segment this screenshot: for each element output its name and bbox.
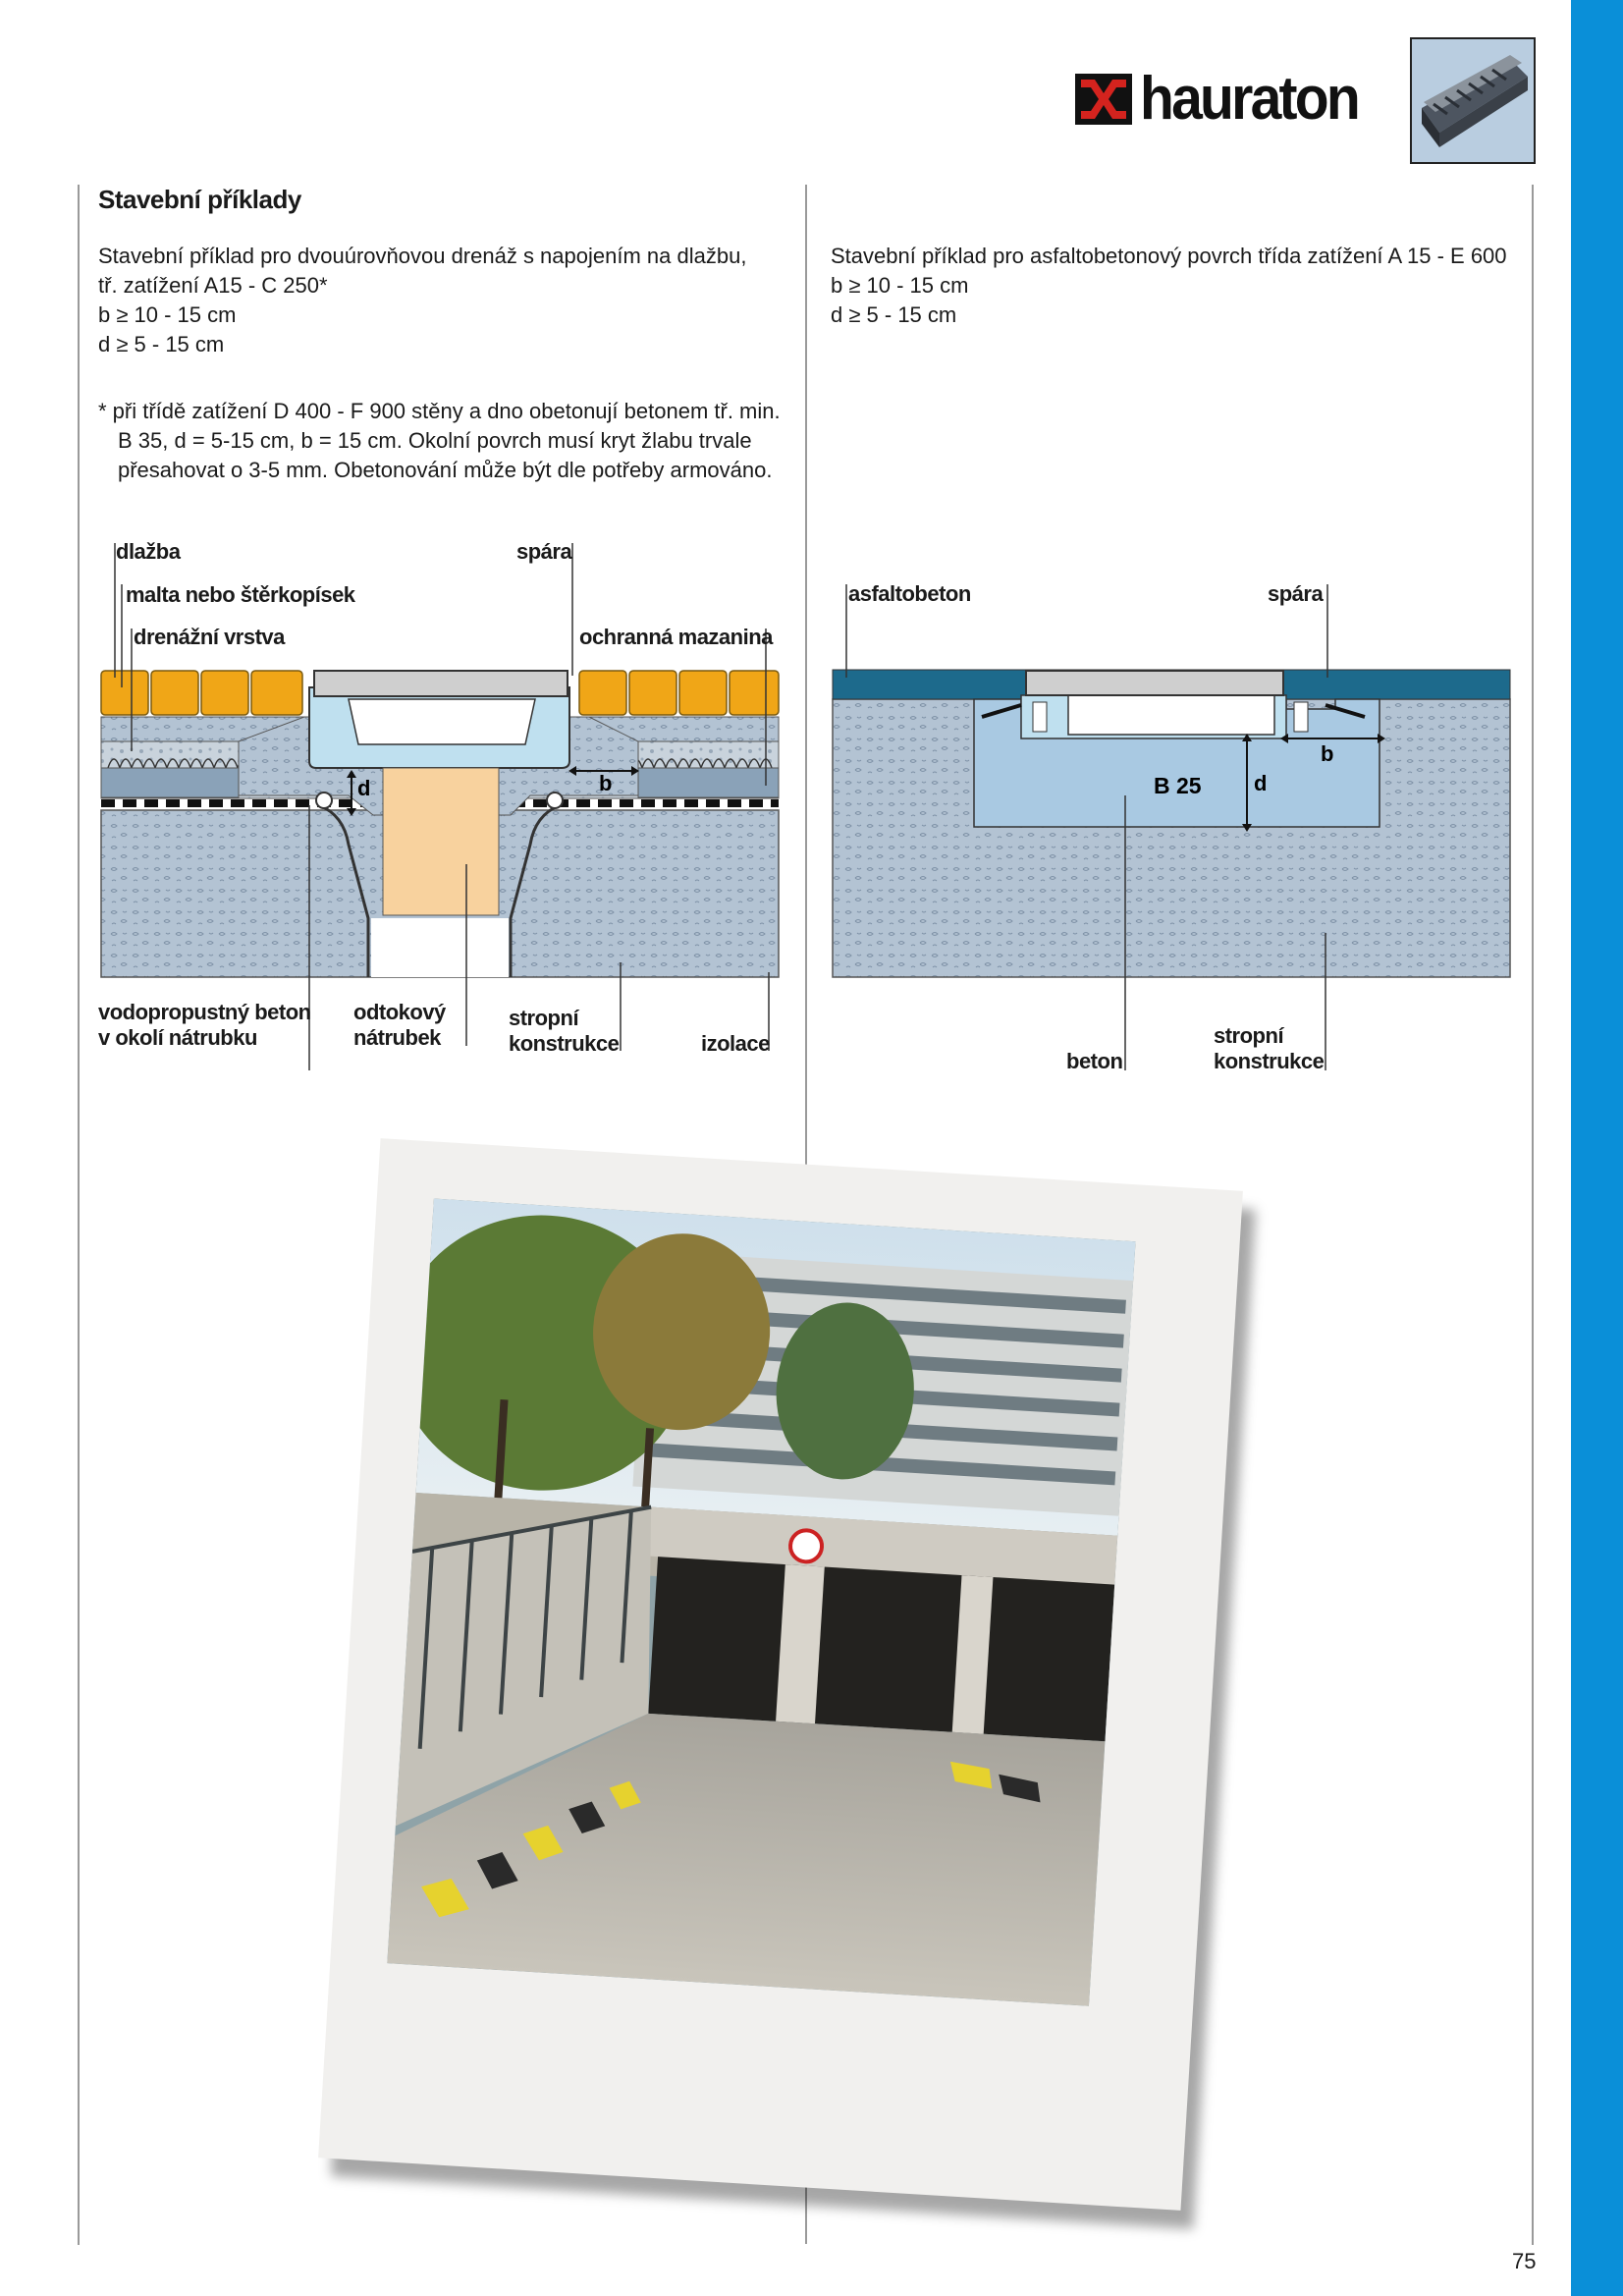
- label-beton: beton: [1066, 1049, 1123, 1073]
- left-intro-text: [98, 242, 746, 359]
- label-ochranna-mazanina: ochranná mazanina: [579, 625, 773, 649]
- channel-grating-right: [1026, 671, 1283, 695]
- label-dlazba: dlažba: [116, 539, 181, 564]
- label-vodopropustny-beton: [98, 1000, 311, 1051]
- left-intro-line: Stavební příklad pro dvouúrovňovou drenáž s napojením na dlažbu,: [98, 244, 747, 268]
- label-asfaltobeton: asfaltobeton: [848, 581, 971, 606]
- footnote-line: B 35, d = 5-15 cm, b = 15 cm. Okolní povrch musí kryt žlabu trvale: [118, 428, 752, 453]
- label-line: stropní: [509, 1006, 579, 1030]
- page-number: 75: [1512, 2249, 1537, 2273]
- label-line: odtokový: [353, 1000, 446, 1024]
- b-label: b: [599, 771, 613, 795]
- outlet-socket: [383, 768, 499, 915]
- hauraton-logo: [1075, 65, 1387, 133]
- underground-garage-photo: [387, 1199, 1135, 2006]
- protective-screed-right: [638, 768, 779, 797]
- label-spara-right: spára: [1268, 581, 1324, 606]
- label-line: v okolí nátrubku: [98, 1025, 257, 1050]
- left-intro-line: tř. zatížení A15 - C 250*: [98, 273, 328, 298]
- right-intro-line: b ≥ 10 - 15 cm: [831, 273, 969, 298]
- garage-entrance-illustration: [387, 1199, 1135, 2006]
- label-stropni-konstrukce-left: [509, 1006, 619, 1057]
- middle-column-rule-top: [805, 185, 807, 1181]
- right-intro-text: [831, 242, 1507, 330]
- asphalt-surface-diagram: [825, 570, 1532, 1080]
- label-line: stropní: [1214, 1023, 1284, 1048]
- protective-screed-left: [101, 768, 239, 797]
- b25-label: B 25: [1154, 773, 1202, 798]
- right-intro-line: Stavební příklad pro asfaltobetonový povrch třída zatížení A 15 - E 600: [831, 244, 1507, 268]
- label-odtokovy-natrubek: [353, 1000, 446, 1051]
- label-stropni-konstrukce-right: [1214, 1023, 1324, 1074]
- channel-trough-right: [1068, 695, 1274, 735]
- footnote-line: přesahovat o 3-5 mm. Obetonování může být dle potřeby armováno.: [118, 458, 773, 482]
- drain-channel-icon: [1412, 39, 1534, 162]
- right-intro-line: d ≥ 5 - 15 cm: [831, 302, 957, 327]
- channel-grating: [314, 671, 568, 696]
- left-intro-line: b ≥ 10 - 15 cm: [98, 302, 237, 327]
- page-title: Stavební příklady: [98, 185, 301, 214]
- label-izolace: izolace: [701, 1031, 770, 1056]
- label-drenazni-vrstva: drenážní vrstva: [134, 625, 285, 649]
- label-line: nátrubek: [353, 1025, 441, 1050]
- left-column-rule: [78, 185, 80, 2245]
- label-line: konstrukce: [509, 1031, 620, 1056]
- side-color-band: [1571, 0, 1623, 2296]
- label-spara-left: spára: [516, 539, 572, 564]
- left-intro-line: d ≥ 5 - 15 cm: [98, 332, 225, 356]
- polaroid-photo-frame: [318, 1138, 1243, 2211]
- label-line: vodopropustný beton: [98, 1000, 311, 1024]
- label-line: konstrukce: [1214, 1049, 1325, 1073]
- two-level-drainage-diagram: [59, 530, 805, 1080]
- channel-trough: [349, 699, 535, 744]
- d-label-right: d: [1254, 771, 1268, 795]
- left-footnote: [98, 397, 781, 485]
- b-label-right: b: [1321, 741, 1334, 766]
- pipe-opening: [371, 918, 509, 977]
- footnote-line: * při třídě zatížení D 400 - F 900 stěny a dno obetonují betonem tř. min.: [98, 399, 781, 423]
- d-label: d: [357, 776, 371, 800]
- brand-name: hauraton: [1140, 65, 1358, 133]
- hauraton-logo-mark-icon: [1075, 74, 1132, 125]
- channel-product-thumbnail: [1410, 37, 1536, 164]
- right-column-rule: [1532, 185, 1534, 2245]
- label-malta: malta nebo štěrkopísek: [126, 582, 355, 607]
